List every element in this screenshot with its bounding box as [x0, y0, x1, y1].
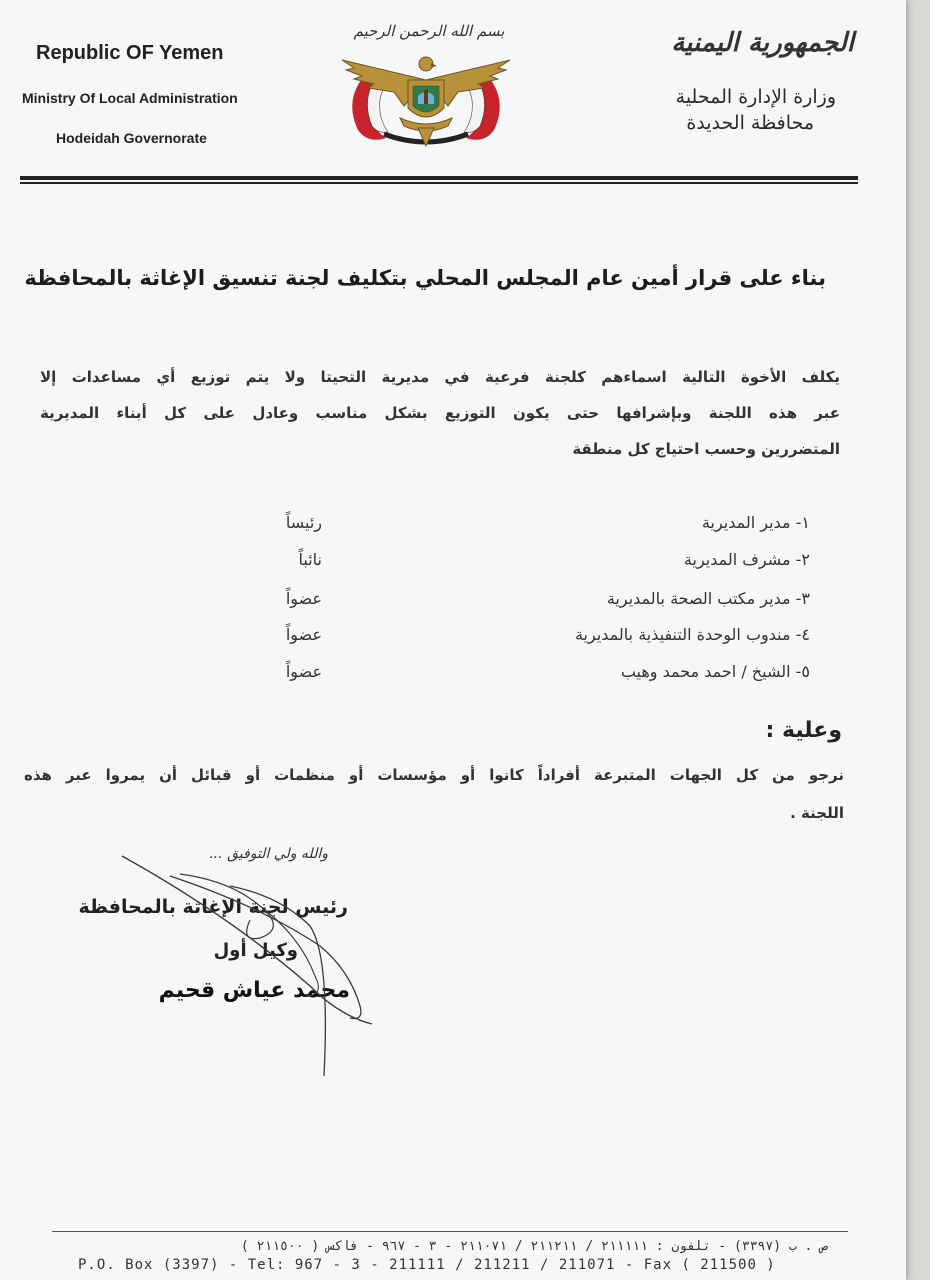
committee-member-name: ٤- مندوب الوحدة التنفيذية بالمديرية	[574, 625, 810, 644]
committee-member-name: ١- مدير المديرية	[701, 513, 810, 532]
paragraph1-line: عبر هذه اللجنة وبإشرافها حتى يكون التوزيع بشكل مناسب وعادل على كل أبناء المديرية	[40, 404, 840, 422]
signatory-role: وكيل أول	[213, 940, 298, 961]
letterhead-arabic-governorate: محافظة الحديدة	[686, 112, 814, 134]
closing-phrase: والله ولي التوفيق ...	[209, 846, 328, 862]
paragraph1-line: المتضررين وحسب احتياج كل منطقة	[572, 440, 840, 458]
letterhead-english-governorate: Hodeidah Governorate	[56, 130, 207, 146]
handwritten-signature-icon	[110, 846, 390, 1086]
committee-member-role: رئيساً	[285, 513, 322, 532]
footer-contact-english: P.O. Box (3397) - Tel: 967 - 3 - 211111 / 211211 / 211071 - Fax ( 211500 )	[78, 1257, 776, 1273]
committee-member-role: عضواً	[285, 589, 322, 608]
paragraph1-line: يكلف الأخوة التالية اسماءهم كلجنة فرعية في مديرية التحيتا ولا يتم توزيع أي مساعدات إلا	[40, 368, 840, 386]
yemen-eagle-emblem-icon	[334, 46, 518, 152]
paragraph2-line: نرجو من كل الجهات المتبرعة أفراداً كانوا أو مؤسسات أو منظمات أو قبائل أن يمروا عبر هذه	[24, 766, 844, 784]
committee-member-role: عضواً	[285, 662, 322, 681]
committee-member-role: عضواً	[285, 625, 322, 644]
committee-member-role: نائباً	[298, 550, 322, 569]
header-divider-thin	[20, 182, 858, 184]
letterhead-arabic-ministry: وزارة الإدارة المحلية	[675, 86, 836, 108]
footer-divider	[52, 1231, 848, 1232]
committee-member-name: ٥- الشيخ / احمد محمد وهيب	[620, 662, 810, 681]
paragraph2-line: اللجنة .	[790, 804, 844, 822]
committee-member-name: ٢- مشرف المديرية	[683, 550, 810, 569]
letterhead-arabic-country: الجمهورية اليمنية	[671, 28, 854, 58]
header-divider-thick	[20, 176, 858, 180]
signatory-name: محمد عياش قحيم	[158, 978, 350, 1003]
letterhead-english-country: Republic OF Yemen	[36, 42, 224, 64]
committee-member-name: ٣- مدير مكتب الصحة بالمديرية	[606, 589, 810, 608]
signatory-title: رئيس لجنة الإغاثة بالمحافظة	[78, 896, 348, 918]
footer-contact-arabic: ص . ب (٣٣٩٧) - تلفون : ٢١١١١١ / ٢١١٢١١ / ٢١١٠٧١ - ٣ - ٩٦٧ - فاكس ( ٢١١٥٠٠ )	[240, 1239, 828, 1254]
document-title: بناء على قرار أمين عام المجلس المحلي بتكليف لجنة تنسيق الإغاثة بالمحافظة	[24, 266, 826, 290]
letterhead-english-ministry: Ministry Of Local Administration	[22, 90, 238, 106]
basmala: بسم الله الرحمن الرحيم	[353, 22, 505, 40]
section-heading-whereby: وعلية :	[765, 718, 842, 743]
